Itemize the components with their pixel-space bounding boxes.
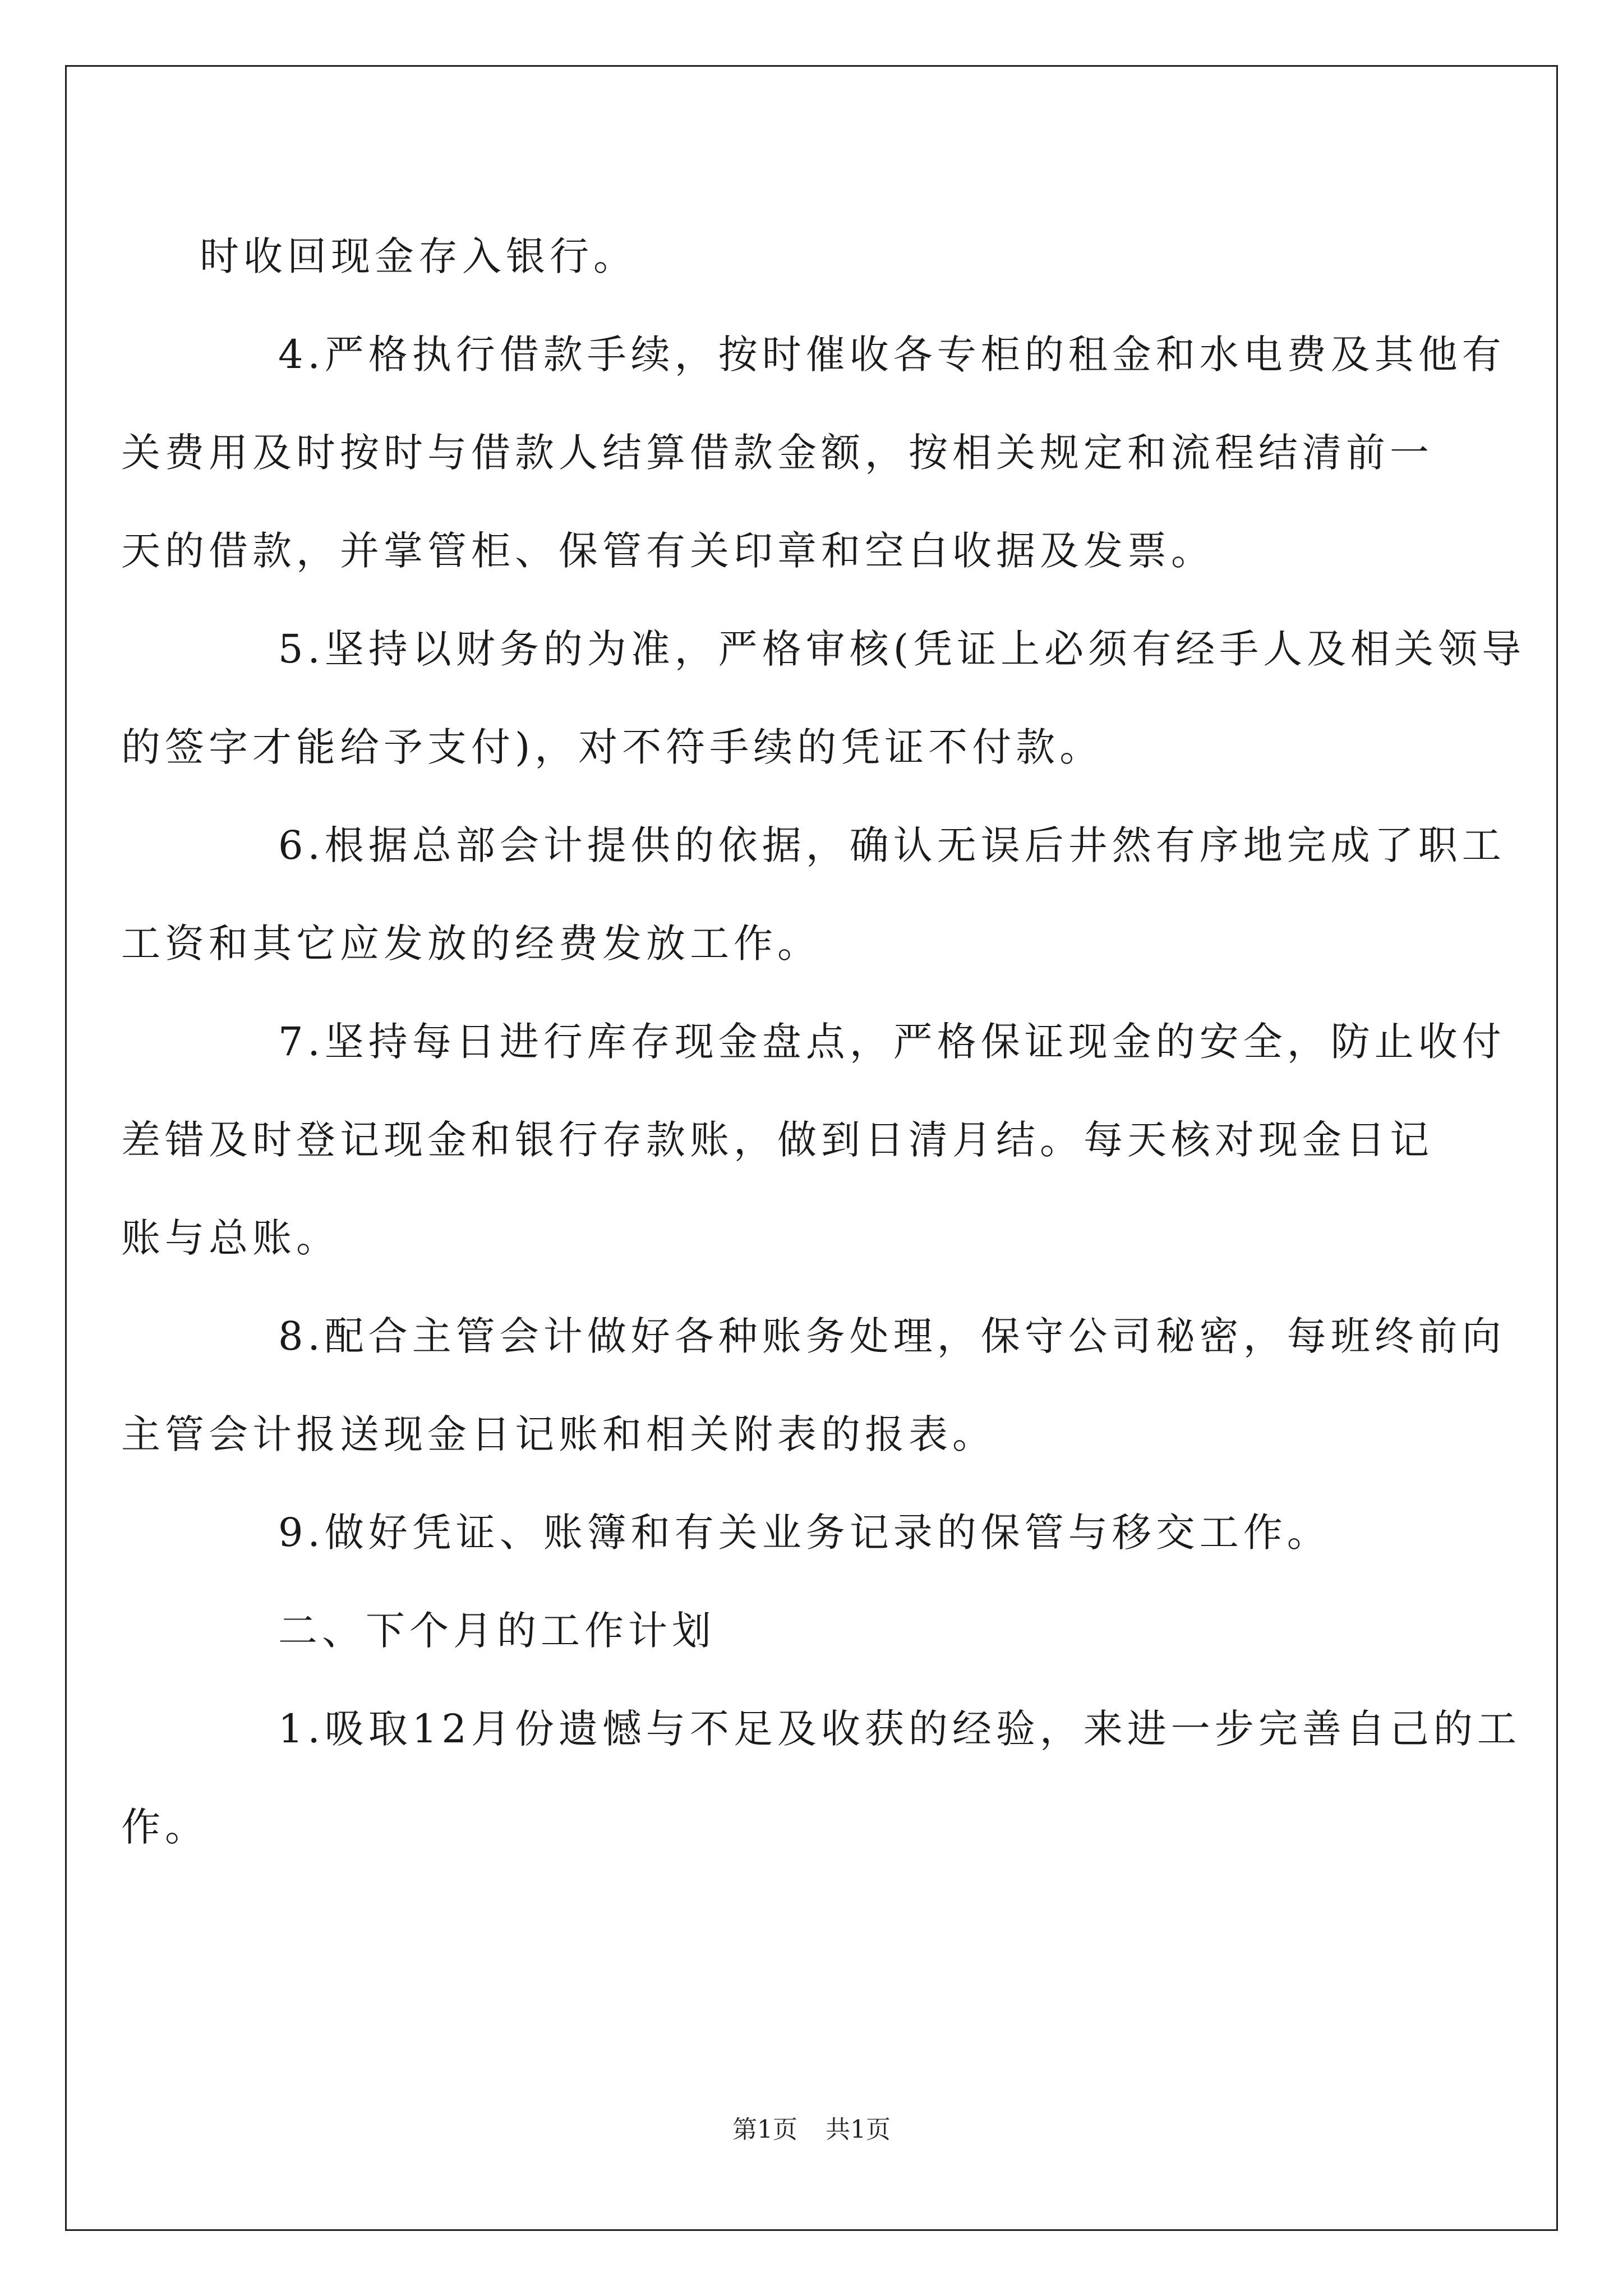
text-line: 账与总账。 xyxy=(121,1215,340,1261)
paragraph-item-9 xyxy=(200,1484,1426,1582)
page-total: 共1页 xyxy=(826,2115,891,2144)
text-line: 的签字才能给予支付)，对不符手续的凭证不付款。 xyxy=(121,724,1104,770)
section-heading xyxy=(200,1582,1426,1680)
text-line: 主管会计报送现金日记账和相关附表的报表。 xyxy=(121,1411,996,1457)
text-line: 4.严格执行借款手续，按时催收各专柜的租金和水电费及其他有 xyxy=(278,332,1506,378)
text-line: 工资和其它应发放的经费发放工作。 xyxy=(121,921,821,967)
page-footer xyxy=(0,2109,1623,2145)
text-line: 6.根据总部会计提供的依据，确认无误后井然有序地完成了职工 xyxy=(278,822,1506,868)
paragraph-plan-1 xyxy=(121,1680,1521,1876)
text-line: 作。 xyxy=(121,1804,209,1850)
text-line: 二、下个月的工作计划 xyxy=(278,1608,716,1654)
text-line: 5.坚持以财务的为准，严格审核(凭证上必须有经手人及相关领导 xyxy=(278,626,1526,672)
paragraph-item-8 xyxy=(121,1287,1506,1484)
text-line: 9.做好凭证、账簿和有关业务记录的保管与移交工作。 xyxy=(278,1510,1331,1556)
text-line: 7.坚持每日进行库存现金盘点，严格保证现金的安全，防止收付 xyxy=(278,1019,1506,1065)
text-line: 时收回现金存入银行。 xyxy=(200,233,637,279)
paragraph-item-4 xyxy=(121,306,1506,600)
document-body xyxy=(121,208,1526,1876)
paragraph-item-5 xyxy=(121,600,1526,797)
text-line: 1.吸取12月份遗憾与不足及收获的经验，来进一步完善自己的工 xyxy=(278,1706,1521,1752)
text-line: 天的借款，并掌管柜、保管有关印章和空白收据及发票。 xyxy=(121,528,1215,574)
text-line: 关费用及时按时与借款人结算借款金额，按相关规定和流程结清前一 xyxy=(121,430,1433,476)
text-line: 差错及时登记现金和银行存款账，做到日清月结。每天核对现金日记 xyxy=(121,1117,1433,1163)
paragraph-continuation xyxy=(200,208,1426,306)
paragraph-item-7 xyxy=(121,993,1506,1287)
page-number: 第1页 xyxy=(732,2115,797,2144)
paragraph-item-6 xyxy=(121,797,1506,993)
text-line: 8.配合主管会计做好各种账务处理，保守公司秘密，每班终前向 xyxy=(278,1313,1506,1359)
